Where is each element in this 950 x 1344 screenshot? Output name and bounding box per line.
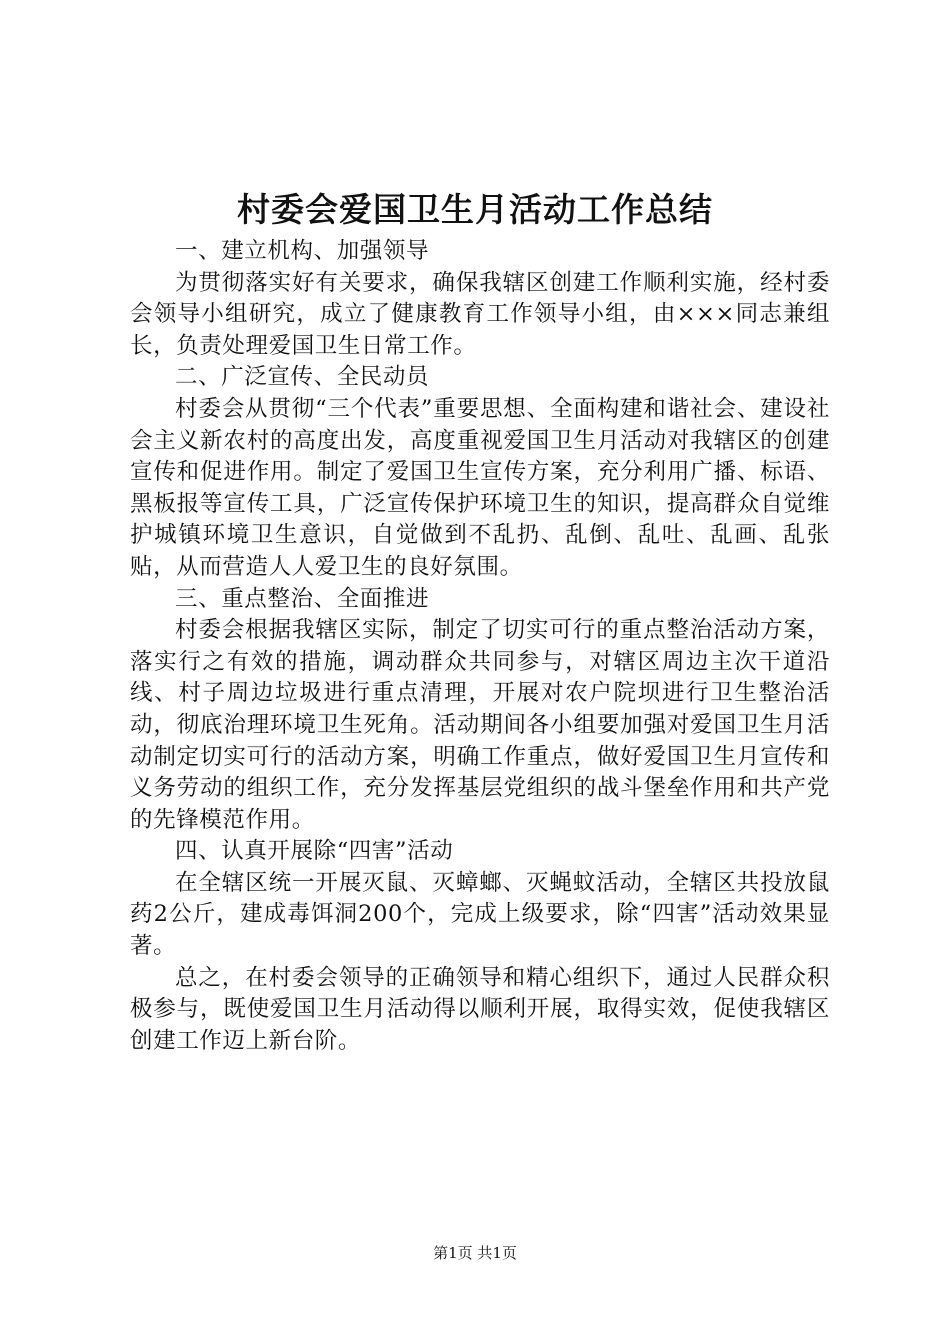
- section-heading-3: 三、重点整治、全面推进: [175, 585, 430, 612]
- section-heading-4: 四、认真开展除“四害”活动: [175, 838, 454, 865]
- page-footer: 第1页 共1页: [433, 1244, 517, 1262]
- paragraph-4: 在全辖区统一开展灭鼠、灭蟑螂、灭蝇蚊活动，全辖区共投放鼠药2公斤，建成毒饵洞200个，完成上级要求，除“四害”活动效果显著。: [130, 869, 830, 960]
- paragraph-1: 为贯彻落实好有关要求，确保我辖区创建工作顺利实施，经村委会领导小组研究，成立了健康教育工作领导小组，由×××同志兼组长，负责处理爱国卫生日常工作。: [130, 269, 830, 359]
- paragraph-3: 村委会根据我辖区实际，制定了切实可行的重点整治活动方案，落实行之有效的措施，调动群众共同参与，对辖区周边主次干道沿线、村子周边垃圾进行重点清理，开展对农户院坝进行卫生整治活动，彻底治理环境卫生死角。活动期间各小组要加强对爱国卫生月活动制定切实可行的活动方案，明确工作重点，做好爱国卫生月宣传和义务劳动的组织工作，充分发挥基层党组织的战斗堡垒作用和共产党的先锋模范作用。: [130, 617, 830, 833]
- document-title: 村委会爱国卫生月活动工作总结: [237, 190, 713, 229]
- paragraph-2: 村委会从贯彻“三个代表”重要思想、全面构建和谐社会、建设社会主义新农村的高度出发，高度重视爱国卫生月活动对我辖区的创建宣传和促进作用。制定了爱国卫生宣传方案，充分利用广播、标语、黑板报等宣传工具，广泛宣传保护环境卫生的知识，提高群众自觉维护城镇环境卫生意识，自觉做到不乱扔、乱倒、乱吐、乱画、乱张贴，从而营造人人爱卫生的良好氛围。: [130, 395, 830, 580]
- section-heading-2: 二、广泛宣传、全民动员: [175, 364, 430, 391]
- paragraph-conclusion: 总之，在村委会领导的正确领导和精心组织下，通过人民群众积极参与，既使爱国卫生月活动得以顺利开展，取得实效，促使我辖区创建工作迈上新台阶。: [130, 964, 830, 1054]
- section-heading-1: 一、建立机构、加强领导: [175, 238, 430, 264]
- document-body: [130, 236, 830, 1057]
